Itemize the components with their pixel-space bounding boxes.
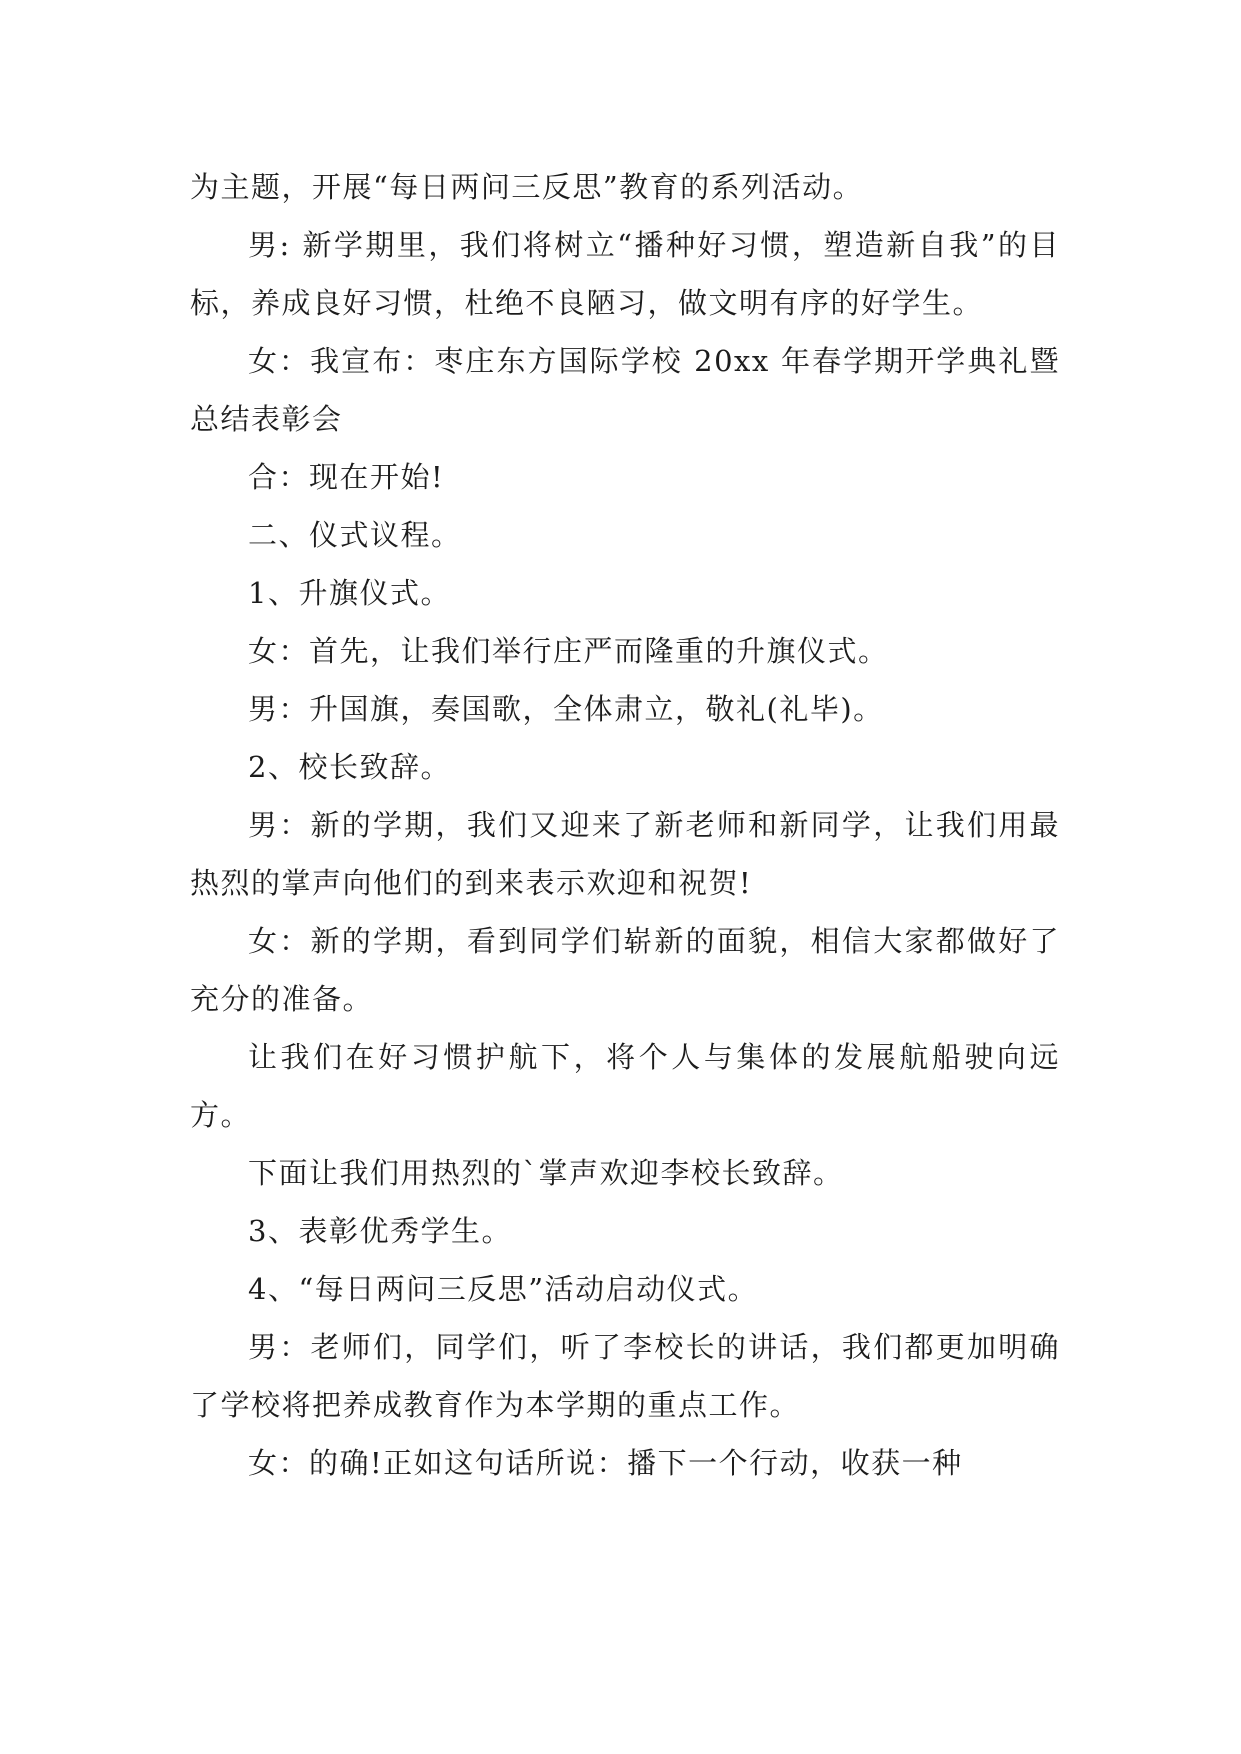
paragraph: 女：我宣布：枣庄东方国际学校 20xx 年春学期开学典礼暨总结表彰会 [190,344,1060,436]
paragraph: 男：老师们，同学们，听了李校长的讲话，我们都更加明确了学校将把养成教育作为本学期的重点工作。 [190,1330,1060,1422]
paragraph: 二、仪式议程。 [248,518,462,552]
paragraph: 下面让我们用热烈的`掌声欢迎李校长致辞。 [248,1156,844,1190]
paragraph: 女：首先，让我们举行庄严而隆重的升旗仪式。 [248,634,889,668]
paragraph: 男：升国旗，奏国歌，全体肃立，敬礼(礼毕)。 [248,692,884,726]
paragraph: 1、升旗仪式。 [248,576,451,610]
paragraph: 4、“每日两问三反思”活动启动仪式。 [248,1272,759,1306]
paragraph: 3、表彰优秀学生。 [248,1214,512,1248]
paragraph: 男：新的学期，我们又迎来了新老师和新同学，让我们用最热烈的掌声向他们的到来表示欢迎和祝贺! [190,808,1060,900]
paragraph: 女：的确!正如这句话所说：播下一个行动，收获一种 [248,1446,963,1480]
paragraph: 男: 新学期里，我们将树立“播种好习惯，塑造新自我”的目标，养成良好习惯，杜绝不良陋习，做文明有序的好学生。 [190,228,1060,320]
paragraph: 合：现在开始! [248,460,445,494]
paragraph: 女：新的学期，看到同学们崭新的面貌，相信大家都做好了充分的准备。 [190,924,1060,1016]
paragraph: 让我们在好习惯护航下，将个人与集体的发展航船驶向远方。 [190,1040,1060,1132]
paragraph: 为主题，开展“每日两问三反思”教育的系列活动。 [190,170,864,204]
paragraph: 2、校长致辞。 [248,750,451,784]
document-body [190,158,1060,1492]
